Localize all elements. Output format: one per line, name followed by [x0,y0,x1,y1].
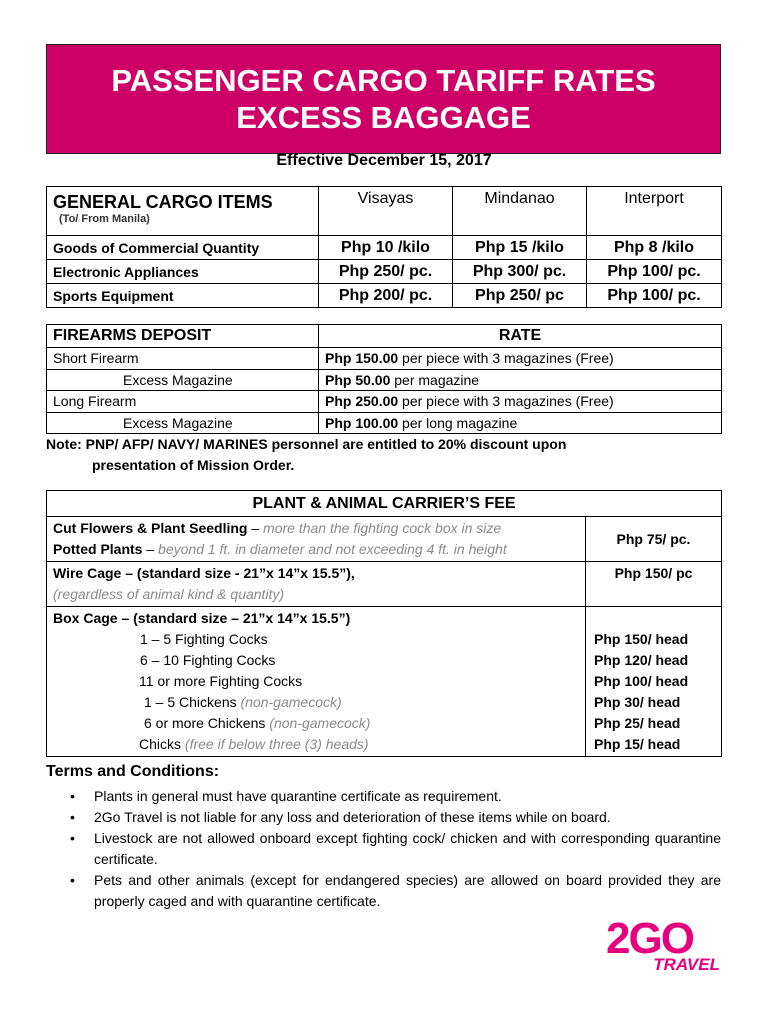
box-cage-prices [586,607,722,757]
wire-cage-line-2: (regardless of animal kind & quantity) [53,586,285,602]
list-item: • Livestock are not allowed onboard except fighting cock/ chicken and with corresponding quarantine certificate. [70,830,721,867]
plants-line-1 [53,518,579,539]
firearm-rate [319,391,722,413]
plants-detail: beyond 1 ft. in diameter and not exceeding 4 ft. in height [158,541,507,557]
box-cage-item: 1 – 5 Fighting Cocks [140,631,268,647]
general-cargo-header [47,187,319,236]
carrier-fee-table [46,490,722,757]
box-cage-item [53,734,579,755]
table-row [47,236,722,260]
title-banner [46,44,721,154]
general-cargo-table [46,186,722,308]
box-cage-item [53,713,579,734]
firearm-detail: per long magazine [398,415,518,432]
rate-header: RATE [319,325,722,348]
wire-cage-price: Php 150/ pc [586,562,722,607]
table-row [47,607,722,757]
table-row [47,391,722,413]
plants-price: Php 75/ pc. [586,517,722,562]
wire-cage-line-1: Wire Cage – (standard size - 21”x 14”x 15.5”), [53,565,355,581]
term-text: Plants in general must have quarantine certificate as requirement. [94,788,502,804]
note-line-1: Note: PNP/ AFP/ NAVY/ MARINES personnel are entitled to 20% discount upon [46,436,567,452]
cargo-price: Php 200/ pc. [319,284,453,308]
firearm-amount: Php 250.00 [325,393,399,410]
table-row [47,260,722,284]
cargo-price: Php 250/ pc [453,284,587,308]
2go-travel-logo [606,915,724,975]
table-row [47,517,722,562]
plants-description [47,517,586,562]
discount-note [46,434,721,476]
term-text: 2Go Travel is not liable for any loss and deterioration of these items while on board. [94,809,611,825]
box-cage-price: Php 15/ head [594,736,681,752]
region-visayas: Visayas [319,187,453,236]
list-item: • Plants in general must have quarantine certificate as requirement. [70,788,502,804]
box-cage-label: Chicks [139,736,185,752]
firearm-rate [319,412,722,434]
box-cage-item: 6 – 10 Fighting Cocks [140,652,276,668]
firearm-item: Excess Magazine [47,369,319,391]
plants-detail: more than the fighting cock box in size [263,520,502,536]
box-cage-label: 6 or more Chickens [144,715,270,731]
table-row [47,369,722,391]
box-cage-label: 1 – 5 Chickens [144,694,241,710]
plants-label: Potted Plants [53,541,143,557]
list-item: • Pets and other animals (except for endangered species) are allowed on board provided they are properly caged and with quarantine certificate. [70,872,721,909]
table-row [47,348,722,370]
cargo-price: Php 15 /kilo [453,236,587,260]
title-line-1: PASSENGER CARGO TARIFF RATES [111,63,656,98]
region-interport: Interport [587,187,722,236]
terms-list [70,786,721,912]
cargo-item: Sports Equipment [47,284,319,308]
box-cage-note: (free if below three (3) heads) [184,736,369,752]
firearm-amount: Php 50.00 [325,371,391,388]
box-cage-title: Box Cage – (standard size – 21”x 14”x 15.5”) [53,610,351,626]
dash: – [247,520,264,536]
firearm-item: Long Firearm [47,391,319,413]
plants-line-2 [53,539,579,560]
box-cage-description [47,607,586,757]
firearm-item: Short Firearm [47,348,319,370]
list-item: • 2Go Travel is not liable for any loss and deterioration of these items while on board. [70,809,611,825]
general-cargo-title: GENERAL CARGO ITEMS [53,192,273,212]
box-cage-note: (non-gamecock) [269,715,371,731]
cargo-price: Php 8 /kilo [587,236,722,260]
carrier-fee-title: PLANT & ANIMAL CARRIER’S FEE [47,491,722,517]
box-cage-price: Php 25/ head [594,715,681,731]
firearm-amount: Php 100.00 [325,415,399,432]
table-row [47,284,722,308]
term-text: Pets and other animals (except for endangered species) are allowed on board provided they are properly caged and with quarantine certificate. [94,872,721,909]
firearm-detail: per piece with 3 magazines (Free) [398,350,614,367]
cargo-price: Php 100/ pc. [587,260,722,284]
box-cage-price: Php 100/ head [594,673,689,689]
box-cage-item: 11 or more Fighting Cocks [139,673,303,689]
wire-cage-description [47,562,586,607]
dash: – [142,541,159,557]
box-cage-price: Php 120/ head [594,652,689,668]
cargo-item: Goods of Commercial Quantity [47,236,319,260]
note-line-2: presentation of Mission Order. [92,457,295,473]
firearm-detail: per magazine [390,371,480,388]
table-row [47,412,722,434]
firearm-rate [319,348,722,370]
box-cage-item [53,692,579,713]
plants-label: Cut Flowers & Plant Seedling [53,520,248,536]
cargo-price: Php 300/ pc. [453,260,587,284]
cargo-price: Php 250/ pc. [319,260,453,284]
firearm-item: Excess Magazine [47,412,319,434]
firearms-table [46,324,722,434]
firearm-amount: Php 150.00 [325,350,399,367]
firearms-title: FIREARMS DEPOSIT [47,325,319,348]
firearm-detail: per piece with 3 magazines (Free) [398,393,614,410]
general-cargo-subtitle: (To/ From Manila) [59,213,150,225]
logo-sub: TRAVEL [653,955,720,974]
title-line-2: EXCESS BAGGAGE [236,100,531,135]
term-text: Livestock are not allowed onboard except fighting cock/ chicken and with corresponding quarantine certificate. [94,830,721,867]
logo-main: 2GO [606,914,693,963]
box-cage-price: Php 30/ head [594,694,681,710]
firearm-rate [319,369,722,391]
cargo-price: Php 10 /kilo [319,236,453,260]
terms-title: Terms and Conditions: [46,763,220,780]
effective-date: Effective December 15, 2017 [276,152,492,169]
table-row [47,562,722,607]
cargo-item: Electronic Appliances [47,260,319,284]
box-cage-note: (non-gamecock) [240,694,342,710]
box-cage-price: Php 150/ head [594,631,689,647]
region-mindanao: Mindanao [453,187,587,236]
cargo-price: Php 100/ pc. [587,284,722,308]
